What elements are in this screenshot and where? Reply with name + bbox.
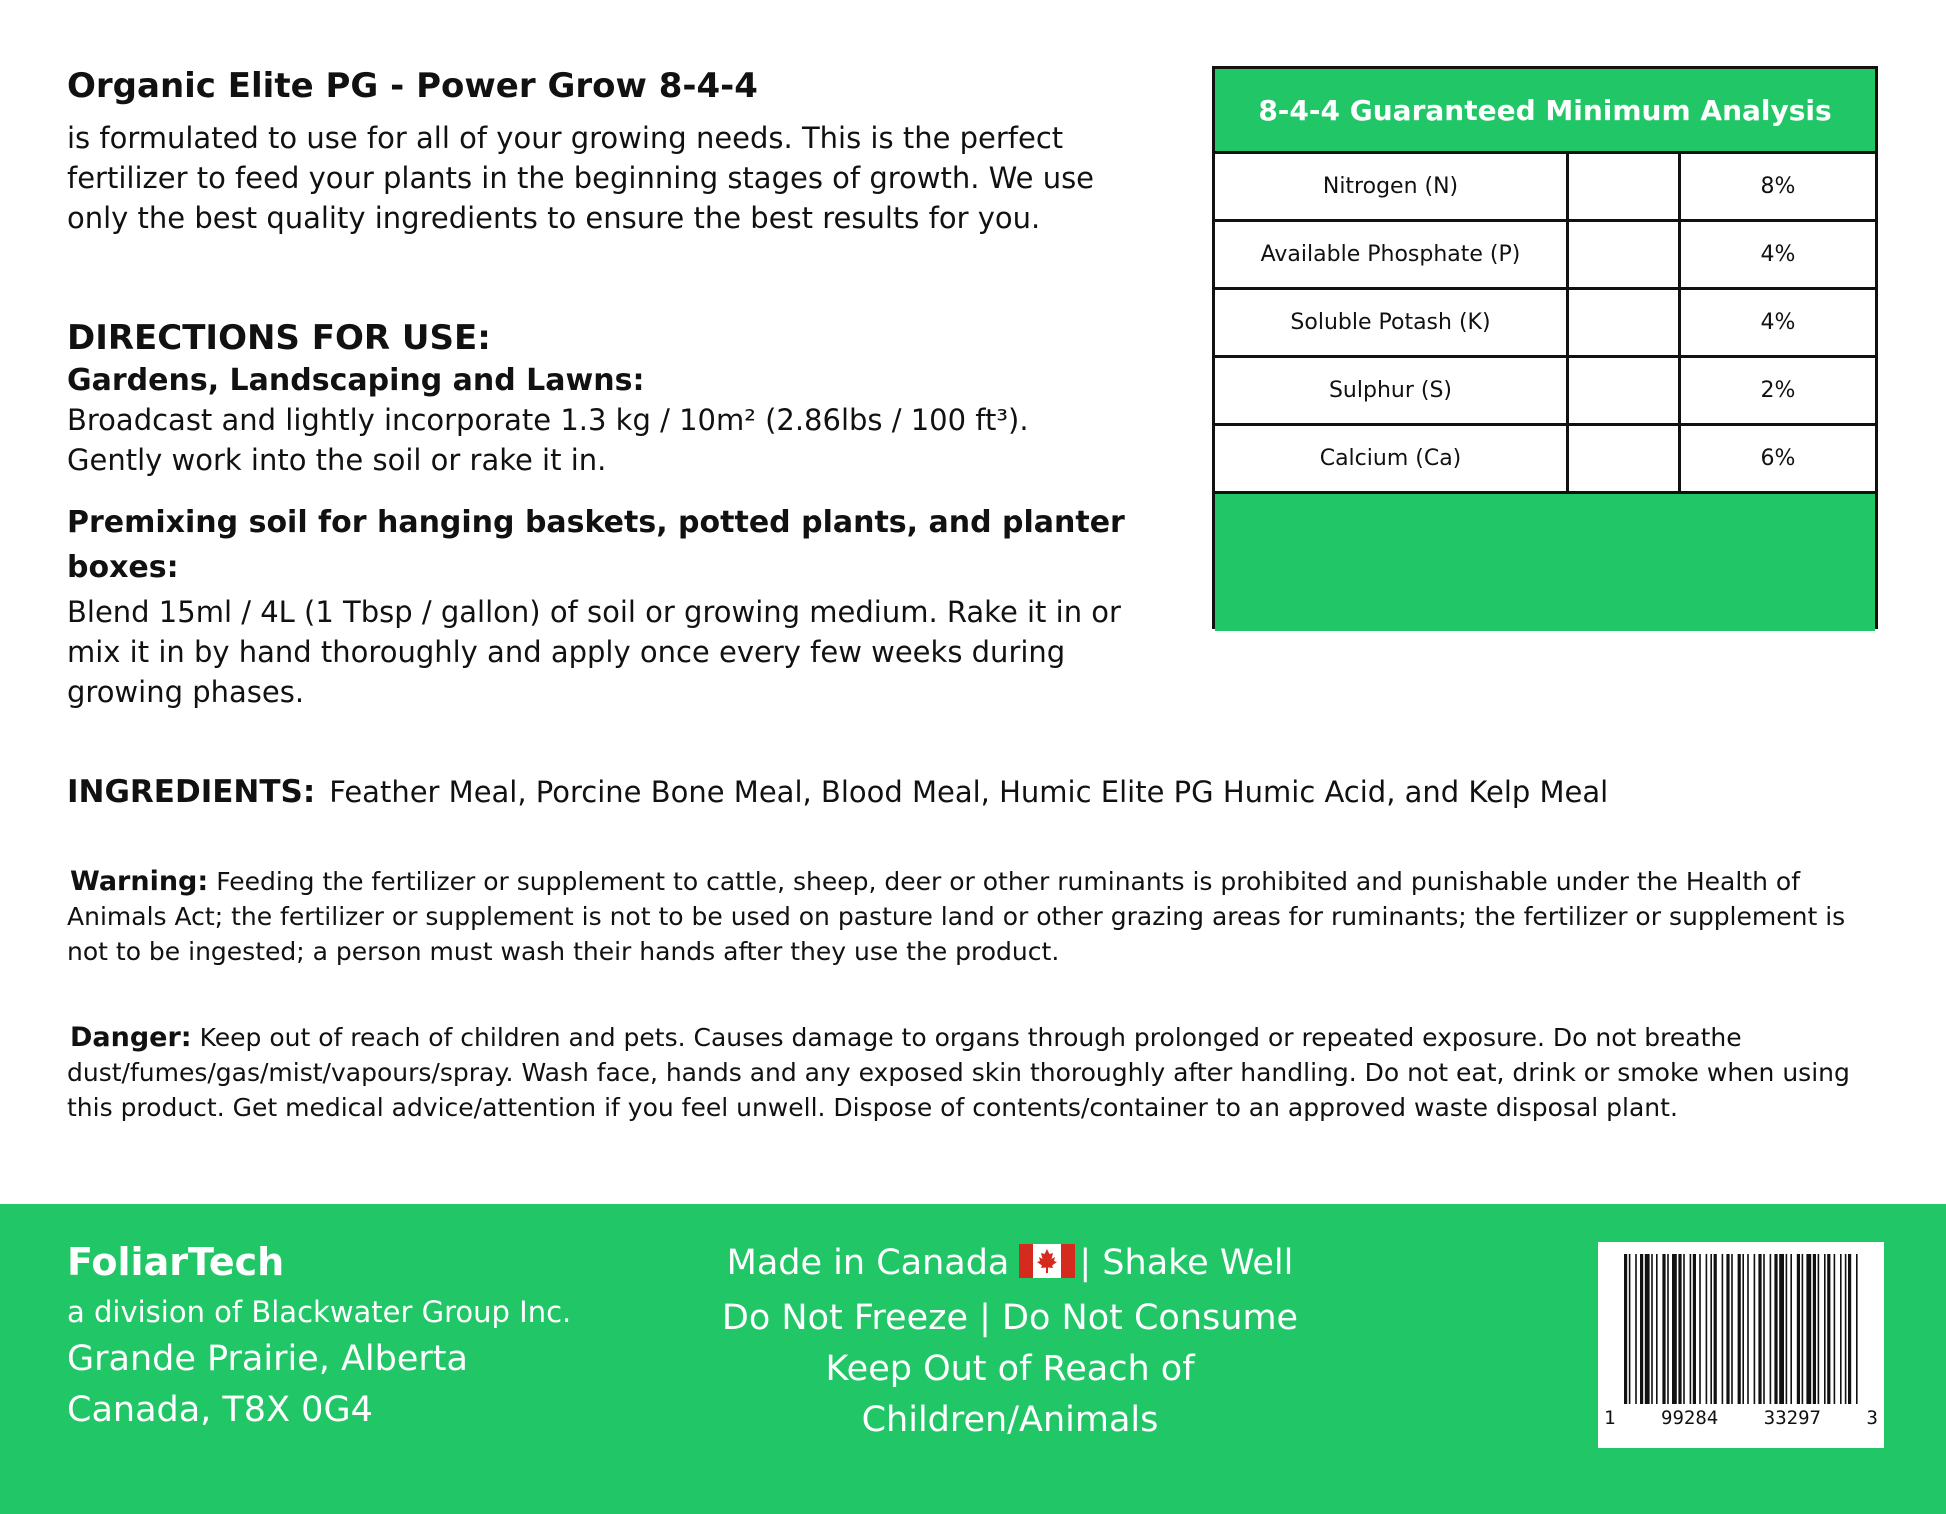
analysis-blank-cell: [1569, 290, 1681, 355]
notice-line: Keep Out of Reach of: [825, 1349, 1195, 1389]
barcode-digit-group: 33297: [1763, 1407, 1821, 1429]
analysis-title: 8-4-4 Guaranteed Minimum Analysis: [1215, 69, 1875, 154]
danger-notice: [67, 1020, 1887, 1125]
notice-line: Children/Animals: [861, 1400, 1159, 1440]
barcode-bar: [1742, 1254, 1744, 1404]
barcode-bar: [1706, 1254, 1708, 1404]
analysis-row: [1215, 222, 1875, 290]
barcode-bar: [1722, 1254, 1724, 1404]
barcode-bar: [1840, 1254, 1842, 1404]
analysis-blank-cell: [1569, 154, 1681, 219]
barcode-bar: [1635, 1254, 1637, 1404]
barcode-bar: [1672, 1254, 1677, 1404]
barcode-bar: [1845, 1254, 1847, 1404]
analysis-row: [1215, 358, 1875, 426]
product-intro: is formulated to use for all of your growing needs. This is the perfect fertilizer to feed your plants in the beginning stages of growth. We use only the best quality ingredients to ensure the best results for you.: [67, 121, 1095, 235]
barcode-bar: [1624, 1254, 1627, 1404]
barcode-digit-group: 3: [1866, 1407, 1878, 1429]
analysis-value: 2%: [1760, 378, 1796, 403]
barcode-bar: [1813, 1254, 1816, 1404]
analysis-value: 4%: [1760, 310, 1796, 335]
barcode-bar: [1640, 1254, 1643, 1404]
product-title: Organic Elite PG - Power Grow 8-4-4: [67, 66, 758, 106]
gardens-instructions-line: Gently work into the soil or rake it in.: [67, 443, 607, 477]
ingredients-label: INGREDIENTS:: [67, 774, 316, 810]
brand-name: FoliarTech: [67, 1240, 285, 1284]
barcode-bar: [1779, 1254, 1784, 1404]
analysis-nutrient: Calcium (Ca): [1215, 426, 1569, 491]
analysis-footer-band: [1215, 494, 1875, 631]
analysis-nutrient: Sulphur (S): [1215, 358, 1569, 423]
analysis-blank-cell: [1569, 358, 1681, 423]
made-in-canada: Made in Canada: [726, 1243, 1010, 1283]
footer-band: [0, 1204, 1946, 1514]
danger-label: Danger:: [70, 1022, 192, 1053]
premix-instructions: Blend 15ml / 4L (1 Tbsp / gallon) of soil or growing medium. Rake it in or mix it in by hand thoroughly and apply once every few weeks during growing phases.: [67, 595, 1121, 709]
barcode-bar: [1834, 1254, 1836, 1404]
premix-heading: Premixing soil for hanging baskets, potted plants, and planter boxes:: [67, 505, 1125, 585]
barcode-bars: [1624, 1254, 1860, 1404]
analysis-blank-cell: [1569, 426, 1681, 491]
barcode-bar: [1802, 1254, 1804, 1404]
warning-notice: [67, 864, 1887, 969]
barcode-bar: [1710, 1254, 1712, 1404]
barcode-bar: [1645, 1254, 1650, 1404]
danger-text: Keep out of reach of children and pets. Causes damage to organs through prolonged or repeated exposure. Do not breathe dust/fumes/gas/mist/vapours/spray. Wash face, hands and any exposed skin thoroughly after handling. Do not eat, drink or smoke when using this product. Get medical advice/attention if you feel unwell. Dispose of contents/container to an approved waste disposal plant.: [67, 1023, 1850, 1122]
brand-city: Grande Prairie, Alberta: [67, 1339, 468, 1379]
barcode-bar: [1726, 1254, 1729, 1404]
gardens-instructions-line: Broadcast and lightly incorporate 1.3 kg / 10m² (2.86lbs / 100 ft³).: [67, 403, 1029, 437]
analysis-nutrient: Available Phosphate (P): [1215, 222, 1569, 287]
analysis-value: 8%: [1760, 174, 1796, 199]
analysis-value: 4%: [1760, 242, 1796, 267]
footer-notices: [660, 1238, 1360, 1446]
analysis-value: 6%: [1760, 446, 1796, 471]
barcode-bar: [1693, 1254, 1696, 1404]
barcode-bar: [1662, 1254, 1665, 1404]
barcode-bar: [1856, 1254, 1858, 1404]
warning-label: Warning:: [70, 866, 209, 897]
shake-well: | Shake Well: [1079, 1243, 1294, 1283]
analysis-nutrient: Nitrogen (N): [1215, 154, 1569, 219]
barcode-bar: [1824, 1254, 1826, 1404]
barcode-bar: [1699, 1254, 1701, 1404]
ingredients-list: Feather Meal, Porcine Bone Meal, Blood Meal, Humic Elite PG Humic Acid, and Kelp Meal: [329, 775, 1609, 809]
barcode-bar: [1754, 1254, 1756, 1404]
barcode-bar: [1651, 1254, 1653, 1404]
barcode-bar: [1747, 1254, 1749, 1404]
barcode-bar: [1806, 1254, 1811, 1404]
barcode-bar: [1818, 1254, 1820, 1404]
barcode-bar: [1731, 1254, 1733, 1404]
analysis-table: [1212, 66, 1878, 629]
notice-line: [660, 1238, 1360, 1293]
analysis-row: [1215, 426, 1875, 494]
barcode-bar: [1683, 1254, 1685, 1404]
barcode-bar: [1790, 1254, 1792, 1404]
barcode-bar: [1797, 1254, 1800, 1404]
barcode-bar: [1848, 1254, 1851, 1404]
barcode-bar: [1827, 1254, 1830, 1404]
analysis-row: [1215, 154, 1875, 222]
analysis-row: [1215, 290, 1875, 358]
barcode-bar: [1667, 1254, 1669, 1404]
notice-line: Do Not Freeze | Do Not Consume: [721, 1298, 1299, 1338]
gardens-instructions: [67, 400, 1029, 480]
barcode-bar: [1656, 1254, 1658, 1404]
barcode-bar: [1678, 1254, 1681, 1404]
barcode-bar: [1786, 1254, 1788, 1404]
gardens-heading: Gardens, Landscaping and Lawns:: [67, 363, 645, 398]
warning-text: Feeding the fertilizer or supplement to cattle, sheep, deer or other ruminants is prohibited and punishable under the Health of Animals Act; the fertilizer or supplement is not to be used on pasture land or other grazing areas for ruminants; the fertilizer or supplement is not to be ingested; a person must wash their hands after they use the product.: [67, 867, 1846, 966]
ingredients: [67, 774, 1907, 810]
barcode-digits: [1604, 1407, 1878, 1429]
barcode-bar: [1629, 1254, 1631, 1404]
analysis-nutrient: Soluble Potash (K): [1215, 290, 1569, 355]
barcode: [1598, 1242, 1884, 1448]
analysis-blank-cell: [1569, 222, 1681, 287]
barcode-bar: [1763, 1254, 1765, 1404]
brand-postal: Canada, T8X 0G4: [67, 1390, 373, 1430]
directions-title: DIRECTIONS FOR USE:: [67, 318, 491, 358]
barcode-digit-group: 99284: [1661, 1407, 1719, 1429]
barcode-bar: [1738, 1254, 1741, 1404]
brand-division: a division of Blackwater Group Inc.: [67, 1295, 572, 1329]
barcode-bar: [1690, 1254, 1692, 1404]
barcode-bar: [1758, 1254, 1761, 1404]
barcode-bar: [1770, 1254, 1772, 1404]
barcode-bar: [1774, 1254, 1777, 1404]
canada-flag-icon: [1019, 1242, 1075, 1293]
barcode-bar: [1714, 1254, 1717, 1404]
barcode-digit-group: 1: [1604, 1407, 1616, 1429]
